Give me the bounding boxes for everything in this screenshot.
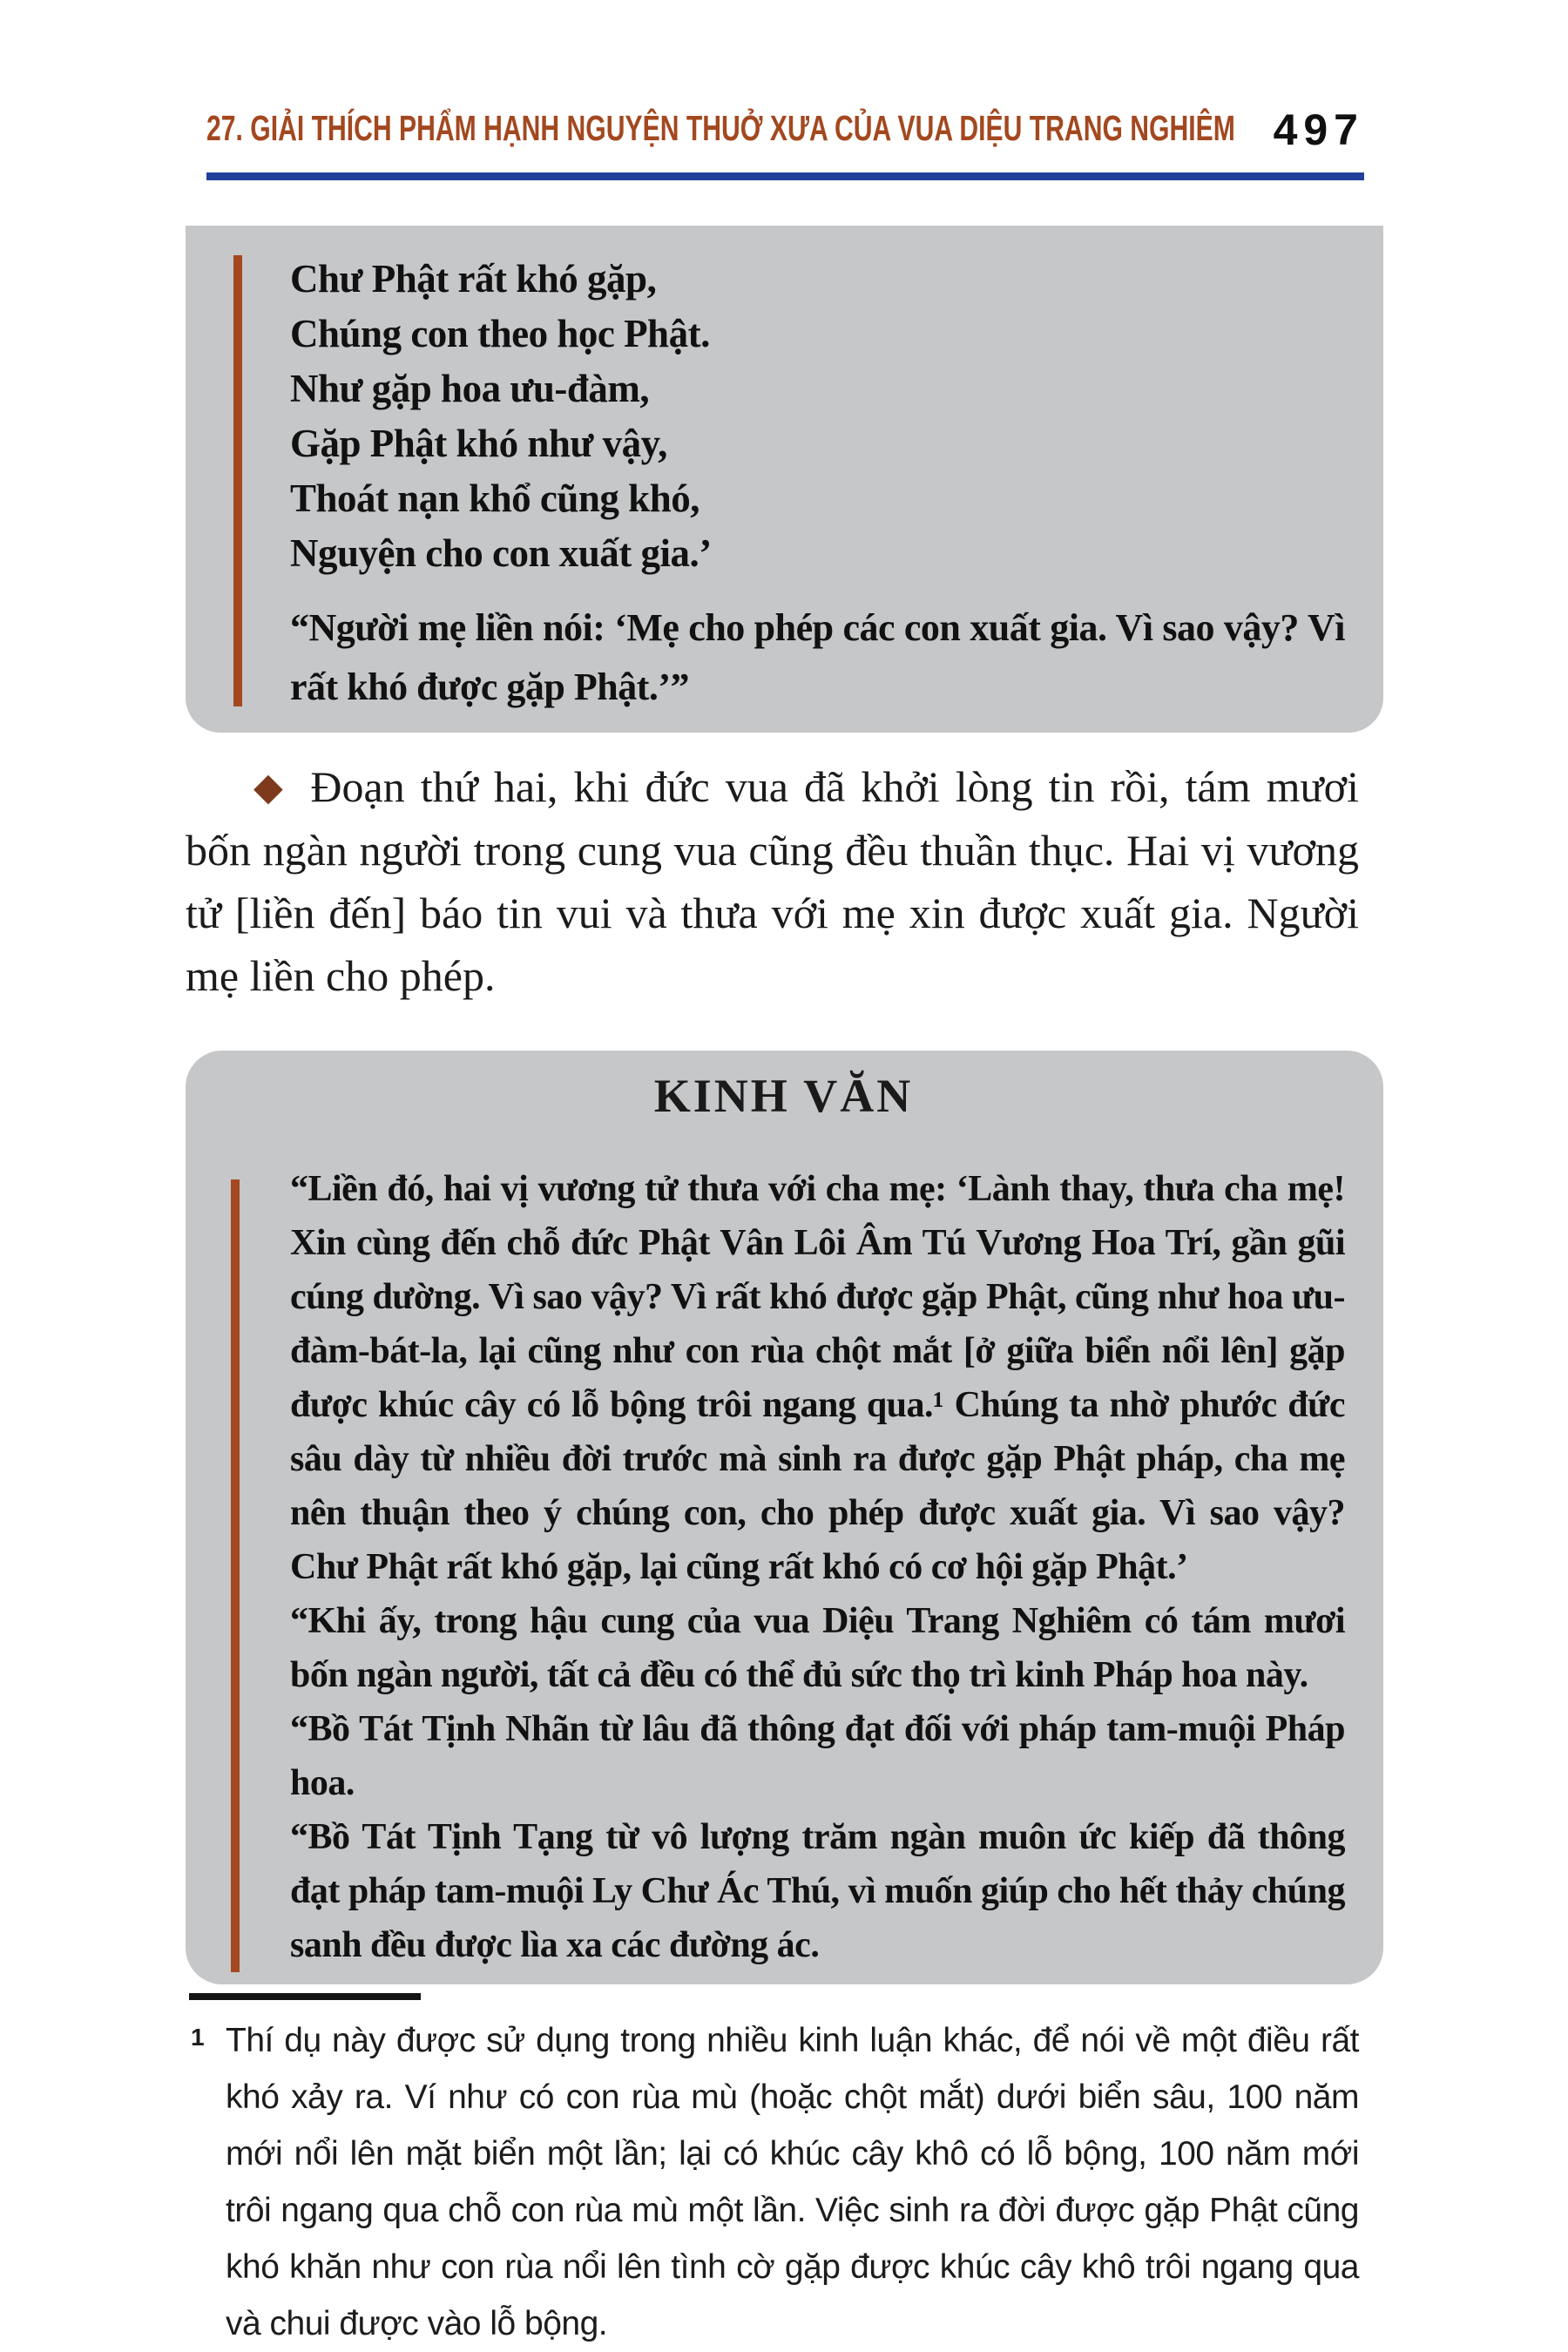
chapter-title: 27. GIẢI THÍCH PHẨM HẠNH NGUYỆN THUỞ XƯA CỦA VUA DIỆU TRANG NGHIÊM	[206, 108, 1235, 148]
kinh-van-body	[290, 1162, 1345, 1972]
commentary-text: Đoạn thứ hai, khi đức vua đã khởi lòng tin rồi, tám mươi bốn ngàn người trong cung vua cũng đều thuần thục. Hai vị vương tử [liền đến] báo tin vui và thưa với mẹ xin được xuất gia. Người mẹ liền cho phép.	[186, 762, 1359, 1000]
verse-block	[290, 252, 1345, 581]
verse-line: Chúng con theo học Phật.	[290, 312, 710, 355]
verse-line: Gặp Phật khó như vậy,	[290, 422, 667, 465]
footnote-separator	[189, 1993, 421, 2000]
page-number: 497	[1273, 105, 1364, 154]
footnote-marker: 1	[191, 2024, 205, 2051]
header-rule	[206, 172, 1364, 180]
verse-line: Như gặp hoa ưu-đàm,	[290, 367, 650, 410]
scripture-paragraph: “Liền đó, hai vị vương tử thưa với cha mẹ: ‘Lành thay, thưa cha mẹ! Xin cùng đến chỗ đức Phật Vân Lôi Âm Tú Vương Hoa Trí, gần gũi cúng dường. Vì sao vậy? Vì rất khó được gặp Phật, cũng như hoa ưu-đàm-bát-la, lại cũng như con rùa chột mắt [ở giữa biển nổi lên] gặp được khúc cây có lỗ bộng trôi ngang qua.¹ Chúng ta nhờ phước đức sâu dày từ nhiều đời trước mà sinh ra được gặp Phật pháp, cha mẹ nên thuận theo ý chúng con, cho phép được xuất gia. Vì sao vậy? Chư Phật rất khó gặp, lại cũng rất khó có cơ hội gặp Phật.’	[290, 1169, 1345, 1587]
verse-line: Nguyện cho con xuất gia.’	[290, 531, 712, 575]
running-head	[206, 105, 1364, 159]
scripture-paragraph: “Khi ấy, trong hậu cung của vua Diệu Trang Nghiêm có tám mươi bốn ngàn người, tất cả đều có thể đủ sức thọ trì kinh Pháp hoa này.	[290, 1601, 1345, 1695]
diamond-bullet-icon: ◆	[253, 766, 288, 808]
scripture-paragraph: “Bồ Tát Tịnh Nhãn từ lâu đã thông đạt đối với pháp tam-muội Pháp hoa.	[290, 1709, 1345, 1803]
quote-accent-bar	[233, 255, 242, 706]
footnote	[186, 2012, 1359, 2352]
commentary-paragraph	[186, 755, 1359, 1007]
scripture-quote-box-top	[186, 226, 1383, 733]
verse-line: Thoát nạn khổ cũng khó,	[290, 476, 700, 520]
scripture-paragraph: “Người mẹ liền nói: ‘Mẹ cho phép các con xuất gia. Vì sao vậy? Vì rất khó được gặp Phật.’”	[290, 606, 1345, 708]
footnote-text: Thí dụ này được sử dụng trong nhiều kinh luận khác, để nói về một điều rất khó xảy ra. Ví như có con rùa mù (hoặc chột mắt) dưới biển sâu, 100 năm mới nổi lên mặt biển một lần; lại có khúc cây khô có lỗ bộng, 100 năm mới trôi ngang qua chỗ con rùa mù một lần. Việc sinh ra đời được gặp Phật cũng khó khăn như con rùa nổi lên tình cờ gặp được khúc cây khô trôi ngang qua và chui được vào lỗ bộng.	[226, 2022, 1359, 2342]
quote-accent-bar	[231, 1179, 240, 1972]
scripture-paragraph: “Bồ Tát Tịnh Tạng từ vô lượng trăm ngàn muôn ức kiếp đã thông đạt pháp tam-muội Ly Chư Ác Thú, vì muốn giúp cho hết thảy chúng sanh đều được lìa xa các đường ác.	[290, 1817, 1345, 1965]
kinh-van-heading: KINH VĂN	[653, 1070, 914, 1122]
kinh-van-box	[186, 1051, 1383, 1984]
verse-line: Chư Phật rất khó gặp,	[290, 257, 657, 301]
